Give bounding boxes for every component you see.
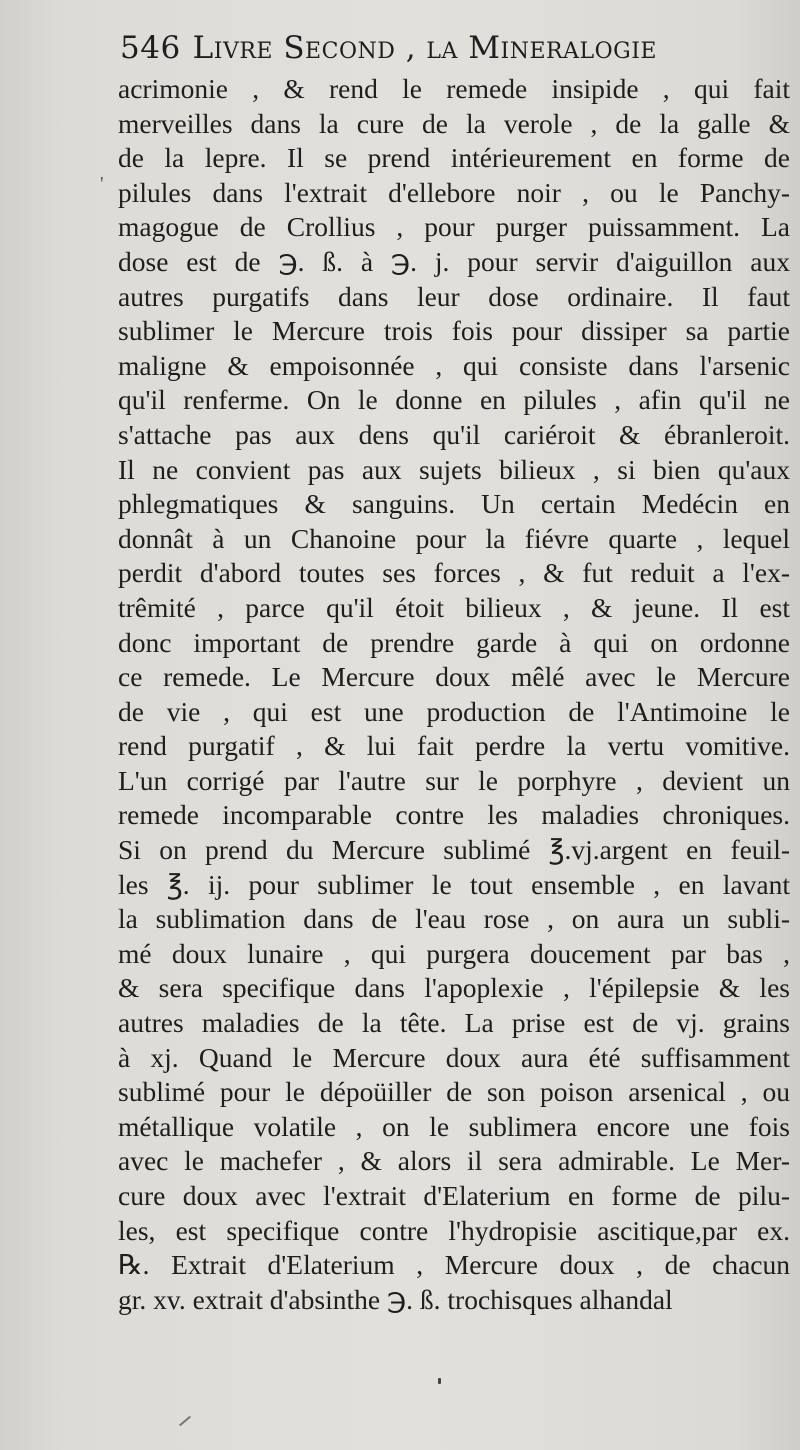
text-block <box>118 28 798 1317</box>
text-line: acrimonie , & rend le remede insipide , qui fait <box>118 73 790 104</box>
text-line: sublimé pour le dépoüiller de son poison arsenical , ou <box>118 1076 790 1108</box>
text-line: de la lepre. Il se prend intérieurement en forme de <box>118 142 790 174</box>
text-line: métallique volatile , on le sublimera encore une fois <box>118 1110 790 1142</box>
text-line: phlegmatiques & sanguins. Un certain Medécin en <box>118 488 790 520</box>
text-line: gr. xv. extrait d'absinthe ℈. ß. trochisques alhandal <box>118 1283 673 1315</box>
text-line: maligne & empoisonnée , qui consiste dans l'arsenic <box>118 349 790 381</box>
text-line: cure doux avec l'extrait d'Elaterium en forme de pilu- <box>118 1180 790 1211</box>
text-line: Il ne convient pas aux sujets bilieux , si bien qu'aux <box>118 453 790 485</box>
text-line: sublimer le Mercure trois fois pour dissiper sa partie <box>118 315 790 347</box>
text-line: Si on prend du Mercure sublimé ℥.vj.argent en feuil- <box>118 834 790 866</box>
body-text <box>118 72 798 1317</box>
text-line: & sera specifique dans l'apoplexie , l'épilepsie & les <box>118 972 790 1004</box>
text-line: la sublimation dans de l'eau rose , on aura un subli- <box>118 903 790 935</box>
text-line: pilules dans l'extrait d'ellebore noir , ou le Panchy- <box>118 176 790 208</box>
text-line: de vie , qui est une production de l'Antimoine le <box>118 695 790 727</box>
text-line: magogue de Crollius , pour purger puissamment. La <box>118 211 790 243</box>
text-line: autres purgatifs dans leur dose ordinaire. Il faut <box>118 280 790 312</box>
text-line: donc important de prendre garde à qui on ordonne <box>118 626 790 658</box>
text-line: mé doux lunaire , qui purgera doucement par bas , <box>118 937 790 969</box>
text-line: trêmité , parce qu'il étoit bilieux , & jeune. Il est <box>118 591 790 623</box>
ink-scratch <box>179 1416 191 1427</box>
text-line: autres maladies de la tête. La prise est de vj. grains <box>118 1007 790 1039</box>
margin-mark: ' <box>100 173 104 195</box>
text-line: perdit d'abord toutes ses forces , & fut reduit a l'ex- <box>118 557 790 589</box>
text-line: les, est specifique contre l'hydropisie ascitique,par ex. <box>118 1214 790 1246</box>
text-line: remede incomparable contre les maladies chroniques. <box>118 799 790 831</box>
running-title: Livre Second , la Mineralogie <box>192 30 657 66</box>
text-line: à xj. Quand le Mercure doux aura été suffisamment <box>118 1041 790 1073</box>
text-line: rend purgatif , & lui fait perdre la vertu vomitive. <box>118 730 790 762</box>
text-line: donnât à un Chanoine pour la fiévre quarte , lequel <box>118 522 790 554</box>
text-line: ℞. Extrait d'Elaterium , Mercure doux , de chacun <box>118 1249 790 1281</box>
page-number: 546 <box>120 30 181 66</box>
running-header <box>120 28 798 72</box>
text-line: les ℥. ij. pour sublimer le tout ensemble , en lavant <box>118 868 790 900</box>
text-line: dose est de ℈. ß. à ℈. j. pour servir d'aiguillon aux <box>118 245 790 277</box>
text-line: s'attache pas aux dens qu'il cariéroit & ébranleroit. <box>118 418 790 450</box>
text-line: L'un corrigé par l'autre sur le porphyre , devient un <box>118 764 790 796</box>
text-line: qu'il renferme. On le donne en pilules , afin qu'il ne <box>118 384 790 416</box>
text-line: ce remede. Le Mercure doux mêlé avec le Mercure <box>118 661 790 693</box>
text-line: merveilles dans la cure de la verole , de la galle & <box>118 107 790 139</box>
text-line: avec le machefer , & alors il sera admirable. Le Mer- <box>118 1145 790 1177</box>
ink-dot <box>438 1378 441 1384</box>
